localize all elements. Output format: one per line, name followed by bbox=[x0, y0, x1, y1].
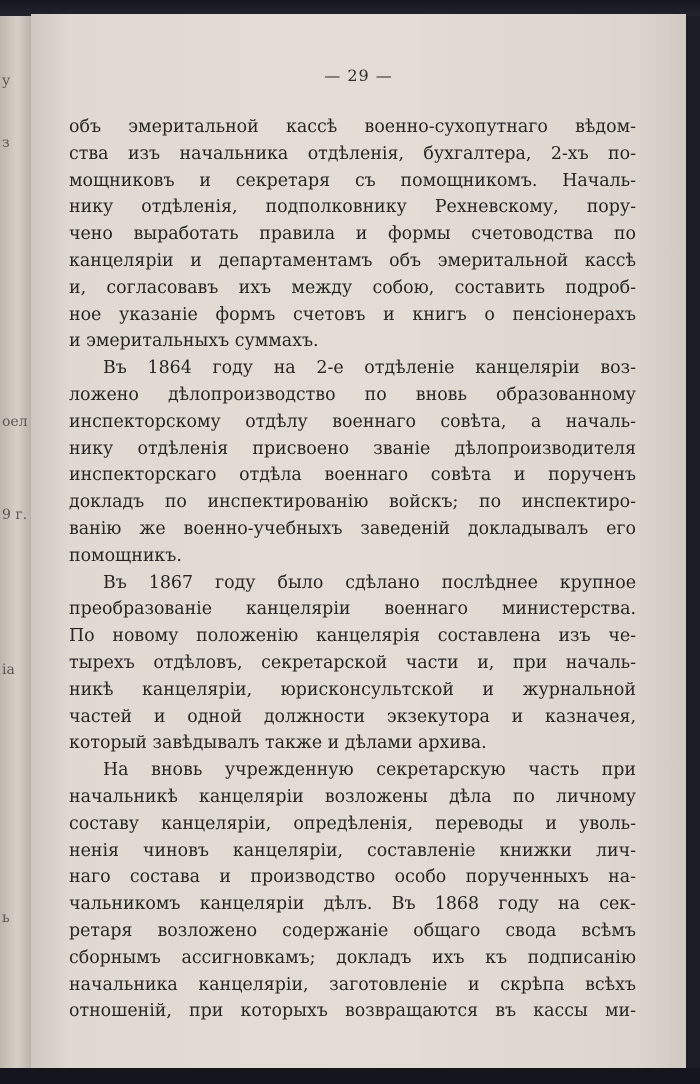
left-page-fragment bbox=[2, 221, 30, 252]
left-page-fragment bbox=[2, 190, 30, 221]
text-line: нику отдѣленія, подполковнику Рехневскому, пору- bbox=[69, 197, 636, 218]
text-line: Въ 1867 году было сдѣлано послѣднее крупное bbox=[103, 572, 636, 593]
left-page-fragment bbox=[2, 531, 30, 562]
left-page-text-fragments bbox=[2, 66, 30, 1068]
left-page-fragment bbox=[2, 810, 30, 841]
left-page-fragment bbox=[2, 1058, 30, 1068]
left-page-fragment bbox=[2, 438, 30, 469]
page-number: — 29 — bbox=[324, 66, 393, 85]
text-line: наго состава и производство особо порученныхъ на- bbox=[69, 867, 636, 888]
text-line: ное указаніе формъ счетовъ и книгъ о пенсіонерахъ bbox=[69, 304, 636, 325]
left-page-fragment bbox=[2, 283, 30, 314]
text-line: никѣ канцеляріи, юрисконсультской и журнальной bbox=[69, 679, 636, 700]
text-line: ненія чиновъ канцеляріи, составленіе книжки лич- bbox=[69, 840, 636, 861]
left-page-fragment: у bbox=[2, 73, 11, 89]
text-line: преобразованіе канцеляріи военнаго министерства. bbox=[69, 599, 636, 620]
left-page-fragment bbox=[2, 469, 30, 500]
left-page-fragment bbox=[2, 965, 30, 996]
left-page-fragment: оел bbox=[2, 414, 28, 430]
text-line: частей и одной должности экзекутора и казначея, bbox=[69, 706, 636, 727]
text-line: отношеній, при которыхъ возвращаются въ кассы ми- bbox=[69, 1001, 636, 1022]
text-line: Въ 1864 году на 2-е отдѣленіе канцеляріи воз- bbox=[103, 358, 636, 379]
text-line: ретаря возложено содержаніе общаго свода всѣмъ bbox=[69, 920, 636, 941]
left-page-fragment bbox=[2, 779, 30, 810]
text-line: начальникѣ канцеляріи возложены дѣла по личному bbox=[69, 786, 636, 807]
left-page-fragment bbox=[2, 252, 30, 283]
left-page-edge bbox=[0, 16, 31, 1068]
left-page-fragment bbox=[2, 345, 30, 376]
text-line: чено выработать правила и формы счетоводства по bbox=[69, 224, 636, 245]
left-page-fragment: 9 г. bbox=[2, 507, 28, 523]
text-line: На вновь учрежденную секретарскую часть при bbox=[103, 760, 636, 781]
text-line: инспекторскаго отдѣла военнаго совѣта и порученъ bbox=[69, 465, 636, 486]
text-line: мощниковъ и секретаря съ помощникомъ. Началь- bbox=[69, 170, 636, 191]
text-line: и, согласовавъ ихъ между собою, составить подроб- bbox=[69, 277, 636, 298]
text-line: ванію же военно-учебныхъ заведеній докладывалъ его bbox=[69, 518, 636, 539]
left-page-fragment bbox=[2, 686, 30, 717]
text-line: чальникомъ канцеляріи дѣлъ. Въ 1868 году на сек- bbox=[69, 894, 636, 915]
text-line: инспекторскому отдѣлу военнаго совѣта, а началь- bbox=[69, 411, 636, 432]
background-strip-bottom bbox=[0, 1068, 700, 1084]
left-page-fragment bbox=[2, 872, 30, 903]
left-page-fragment: з bbox=[2, 135, 10, 151]
text-line: нику отдѣленія присвоено званіе дѣлопроизводителя bbox=[69, 438, 636, 459]
text-line: объ эмеритальной кассѣ военно-сухопутнаго вѣдом- bbox=[69, 117, 636, 137]
left-page-fragment: ь bbox=[2, 910, 10, 926]
left-page-fragment: ia bbox=[2, 662, 15, 678]
page-body-text bbox=[69, 114, 636, 1025]
left-page-fragment bbox=[2, 748, 30, 779]
left-page-fragment bbox=[2, 996, 30, 1027]
left-page-fragment bbox=[2, 314, 30, 345]
text-line: помощникъ. bbox=[69, 545, 182, 566]
text-line: тырехъ отдѣловъ, секретарской части и, при началь- bbox=[69, 652, 636, 673]
book-page bbox=[31, 14, 686, 1068]
text-line: который завѣдывалъ также и дѣлами архива. bbox=[69, 733, 487, 754]
text-line: канцеляріи и департаментамъ объ эмеритальной кассѣ bbox=[69, 250, 636, 271]
left-page-fragment bbox=[2, 562, 30, 593]
text-line: составу канцеляріи, опредѣленія, переводы и уволь- bbox=[69, 813, 636, 834]
text-line: начальника канцеляріи, заготовленіе и скрѣпа всѣхъ bbox=[69, 974, 636, 995]
left-page-fragment bbox=[2, 1027, 30, 1058]
left-page-fragment bbox=[2, 841, 30, 872]
left-page-fragment bbox=[2, 624, 30, 655]
left-page-fragment bbox=[2, 97, 30, 128]
text-line: докладъ по инспектированію войскъ; по инспектиро- bbox=[69, 492, 636, 513]
text-line: и эмеритальныхъ суммахъ. bbox=[69, 331, 319, 352]
left-page-fragment bbox=[2, 376, 30, 407]
left-page-fragment bbox=[2, 593, 30, 624]
text-line: По новому положенію канцелярія составлена изъ че- bbox=[69, 626, 636, 647]
text-line: ложено дѣлопроизводство по вновь образованному bbox=[69, 384, 636, 405]
left-page-fragment bbox=[2, 159, 30, 190]
left-page-fragment bbox=[2, 934, 30, 965]
left-page-fragment bbox=[2, 717, 30, 748]
text-line: сборнымъ ассигновкамъ; докладъ ихъ къ подписанію bbox=[69, 947, 636, 968]
text-line: ства изъ начальника отдѣленія, бухгалтера, 2-хъ по- bbox=[69, 143, 636, 164]
